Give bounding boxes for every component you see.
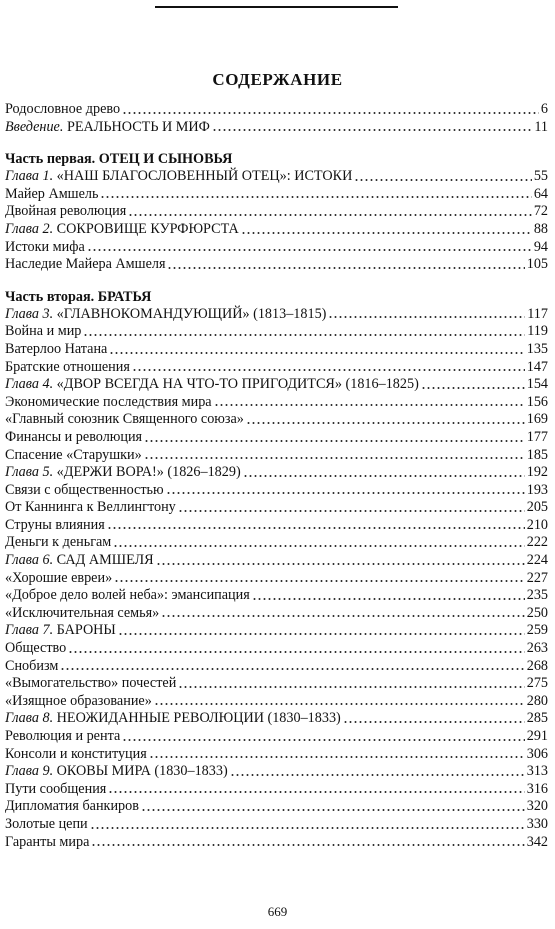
- toc-entry-page: 55: [533, 168, 548, 185]
- dot-leader: [114, 579, 525, 583]
- toc-entry-text: «ГЛАВНОКОМАНДУЮЩИЙ» (1813–1815): [53, 305, 327, 322]
- toc-entry: [5, 394, 548, 412]
- toc-entry-page: 117: [527, 305, 548, 322]
- dot-leader: [141, 808, 525, 812]
- toc-entry-page: 285: [526, 710, 548, 727]
- toc-entry-text: Экономические последствия мира: [5, 393, 212, 410]
- toc-entry-text: Истоки мифа: [5, 238, 85, 255]
- dot-leader: [421, 386, 525, 390]
- toc-entry-title: [5, 411, 244, 429]
- toc-entry-text: «Вымогательство» почестей: [5, 675, 177, 692]
- dot-leader: [108, 790, 524, 794]
- toc-entry-page: 11: [534, 118, 548, 135]
- dot-leader: [144, 456, 525, 460]
- toc-entry-title: [5, 552, 154, 570]
- toc-entry-title: [5, 203, 126, 221]
- toc-entry: [5, 429, 548, 447]
- toc-entry-title: [5, 693, 152, 711]
- toc-entry-text: Финансы и революция: [5, 428, 143, 445]
- toc-entry: [5, 359, 548, 377]
- dot-leader: [109, 351, 524, 355]
- toc-entry-page: 263: [526, 640, 548, 657]
- toc-entry-title: [5, 816, 88, 834]
- toc-entry-text: «НАШ БЛАГОСЛОВЕННЫЙ ОТЕЦ»: ИСТОКИ: [53, 168, 353, 185]
- top-rule: [155, 6, 398, 8]
- dot-leader: [107, 526, 525, 530]
- dot-leader: [100, 195, 531, 199]
- dot-leader: [212, 128, 532, 132]
- toc-entry-page: 64: [533, 185, 548, 202]
- toc-entry-text: Гаранты мира: [5, 833, 90, 850]
- toc-entry-text: Снобизм: [5, 657, 59, 674]
- toc-entry-title: [5, 256, 165, 274]
- toc-entry: [5, 306, 548, 324]
- toc-entry-page: 330: [526, 815, 548, 832]
- dot-leader: [68, 650, 524, 654]
- front-matter: [5, 101, 548, 136]
- toc-entry-prefix: Глава 2.: [5, 220, 54, 237]
- dot-leader: [241, 231, 532, 235]
- toc-entry-page: 313: [526, 763, 548, 780]
- toc-entry-title: [5, 534, 111, 552]
- toc-entry-title: [5, 728, 120, 746]
- toc-entry-title: [5, 341, 107, 359]
- toc-entry: [5, 710, 548, 728]
- toc-entry-page: 154: [526, 376, 548, 393]
- toc-entry-title: [5, 675, 176, 693]
- toc-entry: [5, 101, 548, 119]
- toc-entry-text: «Доброе дело волей неба»: эмансипация: [5, 587, 250, 604]
- toc-entry: [5, 464, 548, 482]
- toc-entry: [5, 552, 548, 570]
- toc-entry: [5, 587, 548, 605]
- toc-entry-page: 224: [526, 552, 548, 569]
- toc-entry-title: [5, 359, 130, 377]
- toc-entry-title: [5, 447, 142, 465]
- toc-entry: [5, 411, 548, 429]
- toc-entry-text: Связи с общественностью: [5, 481, 164, 498]
- dot-leader: [328, 315, 525, 319]
- toc-entry: [5, 119, 548, 137]
- toc-entry-title: [5, 622, 116, 640]
- dot-leader: [252, 597, 525, 601]
- dot-leader: [178, 685, 524, 689]
- dot-leader: [122, 111, 539, 115]
- toc-entry: [5, 746, 548, 764]
- table-of-contents: [5, 101, 548, 851]
- toc-entry-text: НЕОЖИДАННЫЕ РЕВОЛЮЦИИ (1830–1833): [53, 710, 341, 727]
- toc-entry-page: 320: [526, 798, 548, 815]
- toc-entry-title: [5, 323, 81, 341]
- toc-entry: [5, 376, 548, 394]
- dot-leader: [230, 773, 525, 777]
- toc-entry-page: 280: [526, 692, 548, 709]
- toc-entry-page: 268: [526, 657, 548, 674]
- toc-entry: [5, 221, 548, 239]
- toc-entry-text: Майер Амшель: [5, 185, 99, 202]
- toc-entry: [5, 517, 548, 535]
- toc-entry: [5, 798, 548, 816]
- toc-entry-title: [5, 101, 120, 119]
- toc-entry-text: Революция и рента: [5, 728, 121, 744]
- toc-entry-title: [5, 587, 250, 605]
- toc-entry: [5, 816, 548, 834]
- toc-entry-page: 291: [526, 728, 548, 744]
- toc-entry: [5, 499, 548, 517]
- toc-entry: [5, 570, 548, 588]
- toc-entry-title: [5, 482, 164, 500]
- toc-entry-title: [5, 658, 58, 676]
- dot-leader: [83, 333, 525, 337]
- toc-entry-page: 259: [526, 622, 548, 639]
- page-number: 669: [267, 904, 288, 919]
- toc-entry: [5, 640, 548, 658]
- toc-entry-page: 6: [540, 101, 548, 117]
- toc-entry: [5, 728, 548, 746]
- toc-entry-text: БАРОНЫ: [53, 622, 116, 639]
- toc-entry-title: [5, 376, 419, 394]
- toc-entry-prefix: Введение.: [5, 118, 64, 135]
- toc-entry: [5, 341, 548, 359]
- toc-entry-page: 222: [526, 534, 548, 551]
- toc-entry: [5, 605, 548, 623]
- toc-entry: [5, 186, 548, 204]
- toc-entry-text: ОКОВЫ МИРА (1830–1833): [53, 763, 228, 780]
- toc-entry: [5, 168, 548, 186]
- toc-entry-prefix: Глава 1.: [5, 168, 54, 185]
- toc-entry-text: Родословное древо: [5, 101, 121, 117]
- toc-entry-page: 342: [526, 833, 548, 850]
- toc-entry-page: 169: [526, 411, 548, 428]
- toc-entry: [5, 675, 548, 693]
- dot-leader: [161, 614, 524, 618]
- toc-entry-prefix: Глава 4.: [5, 376, 54, 393]
- toc-entry-page: 210: [526, 516, 548, 533]
- toc-entry-page: 177: [526, 428, 548, 445]
- part-heading: Часть первая. ОТЕЦ И СЫНОВЬЯ: [5, 151, 233, 168]
- toc-entry-title: [5, 306, 326, 324]
- dot-leader: [149, 755, 525, 759]
- part-heading: Часть вторая. БРАТЬЯ: [5, 288, 152, 305]
- toc-entry-page: 227: [526, 569, 548, 586]
- dot-leader: [166, 491, 525, 495]
- toc-entry: [5, 239, 548, 257]
- toc-entry-page: 88: [533, 220, 548, 237]
- toc-entry-page: 147: [526, 358, 548, 375]
- page-title: СОДЕРЖАНИЕ: [212, 70, 343, 89]
- toc-entry-prefix: Глава 7.: [5, 622, 54, 639]
- toc-entry-title: [5, 517, 105, 535]
- toc-entry-text: Спасение «Старушки»: [5, 446, 142, 463]
- toc-entry-title: [5, 763, 228, 781]
- toc-entry-text: Консоли и конституция: [5, 745, 147, 762]
- spacer: [5, 136, 548, 150]
- toc-entry: [5, 834, 548, 852]
- toc-entry-title: [5, 186, 98, 204]
- toc-entry-text: «Хорошие евреи»: [5, 569, 113, 586]
- toc-entry-title: [5, 710, 341, 728]
- dot-leader: [154, 702, 525, 706]
- toc-entry: [5, 203, 548, 221]
- toc-entry-page: 185: [526, 446, 548, 463]
- toc-entry-title: [5, 746, 147, 764]
- dot-leader: [87, 248, 532, 252]
- dot-leader: [91, 843, 524, 847]
- dot-leader: [122, 738, 524, 742]
- toc-entry-text: Пути сообщения: [5, 780, 107, 797]
- toc-entry-page: 306: [526, 745, 548, 762]
- dot-leader: [60, 667, 524, 671]
- toc-entry: [5, 447, 548, 465]
- toc-entry-title: [5, 499, 176, 517]
- toc-entry-prefix: Глава 5.: [5, 464, 54, 481]
- toc-entry-text: «ДВОР ВСЕГДА НА ЧТО-ТО ПРИГОДИТСЯ» (1816–1825): [53, 376, 419, 393]
- dot-leader: [113, 544, 524, 548]
- toc-entry: [5, 534, 548, 552]
- toc-entry-page: 94: [533, 238, 548, 255]
- dot-leader: [214, 403, 525, 407]
- toc-entry: [5, 693, 548, 711]
- toc-entry-page: 275: [526, 675, 548, 692]
- toc-entry-text: СОКРОВИЩЕ КУРФЮРСТА: [53, 220, 239, 237]
- dot-leader: [132, 368, 525, 372]
- toc-entry-text: От Каннинга к Веллингтону: [5, 499, 176, 516]
- dot-leader: [178, 509, 525, 513]
- toc-entry-prefix: Глава 9.: [5, 763, 54, 780]
- toc-entry: [5, 781, 548, 799]
- toc-entry-page: 316: [526, 780, 548, 797]
- toc-entry-text: Золотые цепи: [5, 815, 88, 832]
- part-2-entries: [5, 306, 548, 851]
- toc-entry-title: [5, 394, 212, 412]
- toc-entry-page: 135: [526, 340, 548, 357]
- toc-entry-prefix: Глава 8.: [5, 710, 54, 727]
- toc-entry-page: 192: [526, 464, 548, 481]
- toc-entry-text: Общество: [5, 640, 67, 657]
- toc-entry-prefix: Глава 3.: [5, 305, 54, 322]
- toc-entry-text: Ватерлоо Натана: [5, 340, 108, 357]
- part-1-entries: [5, 168, 548, 274]
- toc-entry-page: 205: [526, 499, 548, 516]
- toc-entry-text: Дипломатия банкиров: [5, 798, 139, 815]
- toc-entry-text: Деньги к деньгам: [5, 534, 112, 551]
- dot-leader: [246, 421, 525, 425]
- dot-leader: [354, 178, 531, 182]
- toc-entry-text: «Главный союзник Священного союза»: [5, 411, 244, 428]
- toc-entry-text: Война и мир: [5, 323, 82, 340]
- toc-entry: [5, 622, 548, 640]
- toc-entry-title: [5, 168, 352, 186]
- toc-entry-page: 72: [533, 203, 548, 220]
- toc-entry-title: [5, 781, 106, 799]
- toc-entry-text: Двойная революция: [5, 203, 127, 220]
- toc-entry-page: 193: [526, 481, 548, 498]
- toc-entry-text: «Исключительная семья»: [5, 604, 160, 621]
- dot-leader: [167, 266, 524, 270]
- toc-entry: [5, 482, 548, 500]
- toc-entry-title: [5, 834, 89, 852]
- toc-entry-title: [5, 119, 210, 137]
- toc-entry-text: РЕАЛЬНОСТЬ И МИФ: [63, 118, 210, 135]
- toc-entry: [5, 323, 548, 341]
- toc-entry-prefix: Глава 6.: [5, 552, 54, 569]
- toc-entry-title: [5, 239, 85, 257]
- dot-leader: [128, 213, 532, 217]
- toc-entry-page: 156: [526, 393, 548, 410]
- dot-leader: [118, 632, 525, 636]
- toc-entry-text: «ДЕРЖИ ВОРА!» (1826–1829): [53, 464, 241, 481]
- toc-entry: [5, 763, 548, 781]
- toc-entry-title: [5, 640, 66, 658]
- toc-entry-page: 105: [526, 256, 548, 273]
- spacer: [5, 274, 548, 288]
- toc-entry: [5, 658, 548, 676]
- toc-entry-text: САД АМШЕЛЯ: [53, 552, 154, 569]
- toc-entry-title: [5, 429, 142, 447]
- toc-entry-title: [5, 464, 241, 482]
- toc-entry-title: [5, 570, 112, 588]
- toc-entry-page: 235: [526, 587, 548, 604]
- toc-entry-text: Братские отношения: [5, 358, 130, 375]
- toc-entry: [5, 256, 548, 274]
- toc-entry-page: 119: [527, 323, 548, 340]
- dot-leader: [90, 826, 525, 830]
- toc-entry-text: Струны влияния: [5, 516, 105, 533]
- dot-leader: [243, 474, 525, 478]
- toc-entry-title: [5, 798, 139, 816]
- toc-entry-title: [5, 605, 159, 623]
- dot-leader: [343, 720, 525, 724]
- toc-entry-text: «Изящное образование»: [5, 692, 152, 709]
- dot-leader: [144, 439, 525, 443]
- toc-entry-title: [5, 221, 239, 239]
- toc-entry-page: 250: [526, 604, 548, 621]
- dot-leader: [156, 562, 525, 566]
- toc-entry-text: Наследие Майера Амшеля: [5, 256, 166, 273]
